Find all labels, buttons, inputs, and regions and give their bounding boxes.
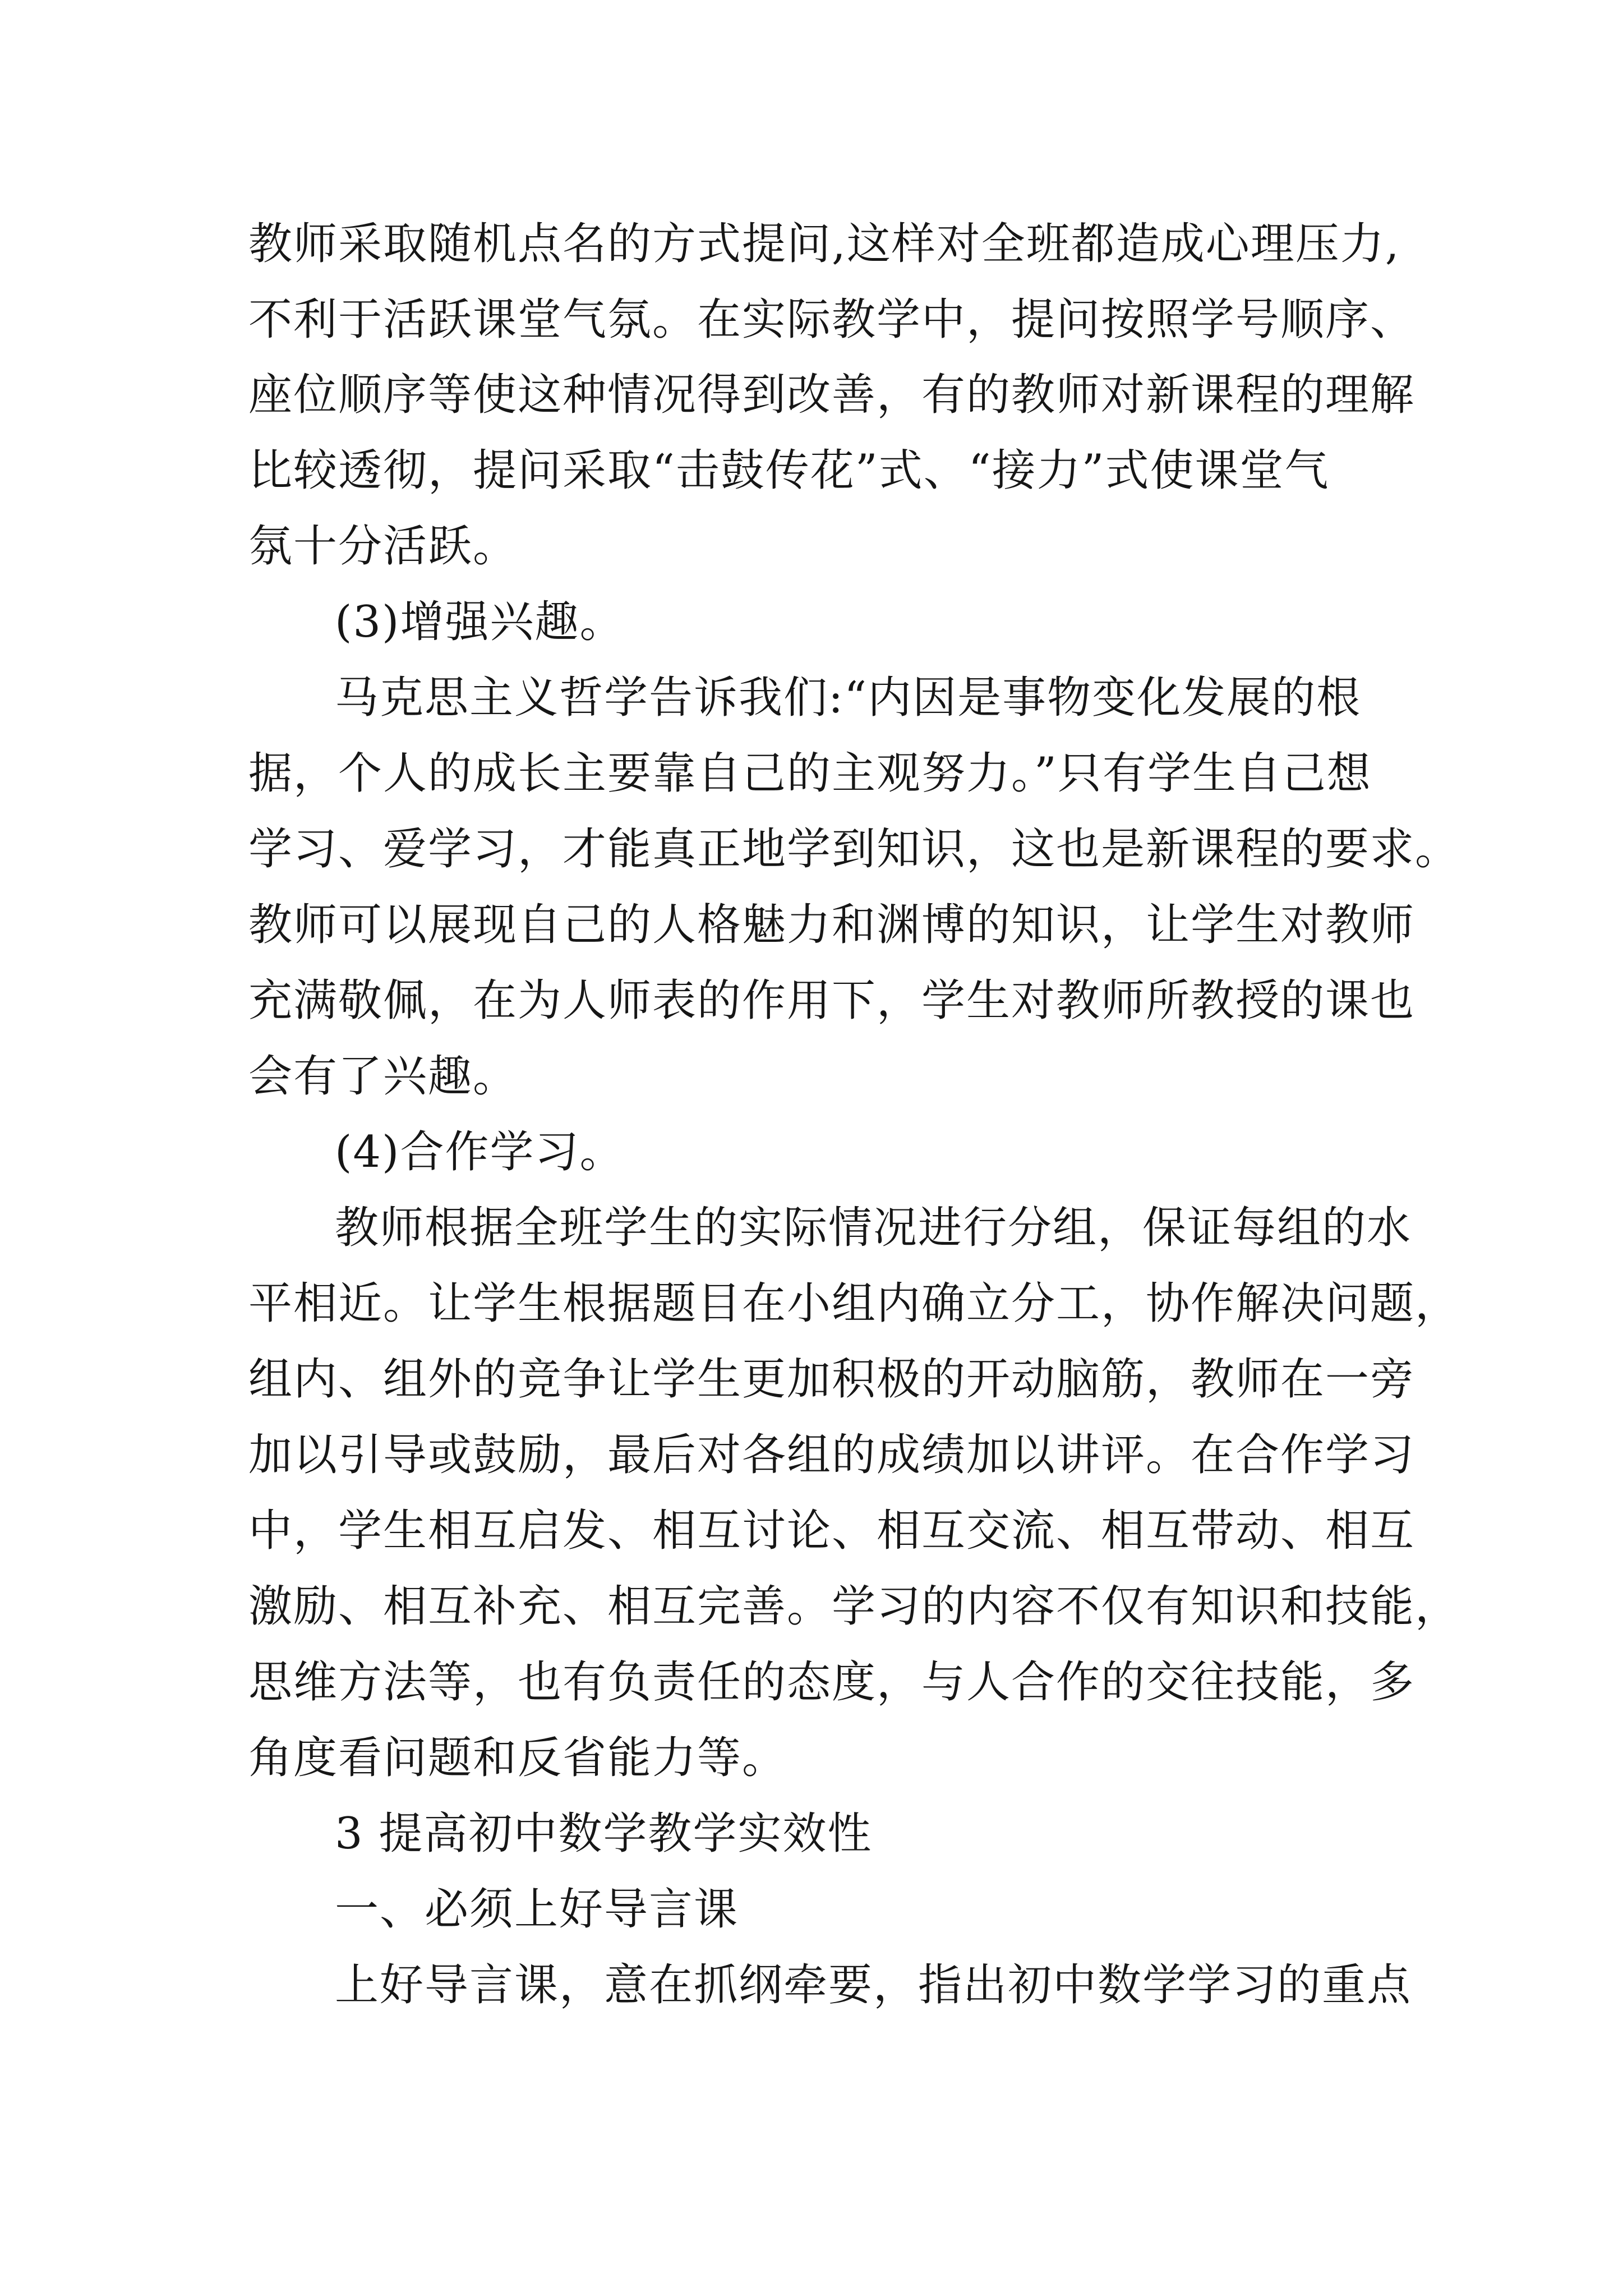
section-heading-3: (3)增强兴趣。 (335, 597, 625, 647)
text-line-20: 思维方法等，也有负责任的态度，与人合作的交往技能，多 (248, 1657, 1415, 1708)
text-line-17: 加以引导或鼓励，最后对各组的成绩加以讲评。在合作学习 (248, 1430, 1415, 1480)
section-heading-main: 3 提高初中数学教学实效性 (335, 1809, 873, 1859)
text-line-8: 据，个人的成长主要靠自己的主观努力。”只有学生自己想 (248, 748, 1372, 799)
text-line-18: 中，学生相互启发、相互讨论、相互交流、相互带动、相互 (248, 1506, 1415, 1556)
text-line-7: 马克思主义哲学告诉我们:“内因是事物变化发展的根 (335, 673, 1362, 723)
text-line-3: 座位顺序等使这种情况得到改善，有的教师对新课程的理解 (248, 370, 1415, 420)
text-line-1: 教师采取随机点名的方式提问,这样对全班都造成心理压力, (248, 219, 1400, 269)
text-line-21: 角度看问题和反省能力等。 (248, 1733, 787, 1783)
text-line-15: 平相近。让学生根据题目在小组内确立分工，协作解决问题， (248, 1278, 1460, 1329)
text-line-10: 教师可以展现自己的人格魅力和渊博的知识，让学生对教师 (248, 900, 1415, 950)
text-line-5: 氛十分活跃。 (248, 521, 518, 572)
text-line-24: 上好导言课，意在抓纲牵要，指出初中数学学习的重点 (335, 1960, 1412, 2010)
text-line-14: 教师根据全班学生的实际情况进行分组，保证每组的水 (335, 1203, 1412, 1253)
text-line-2: 不利于活跃课堂气氛。在实际教学中，提问按照学号顺序、 (248, 295, 1415, 345)
text-line-12: 会有了兴趣。 (248, 1051, 518, 1102)
subsection-heading: 一、必须上好导言课 (335, 1884, 739, 1935)
text-line-19: 激励、相互补充、相互完善。学习的内容不仅有知识和技能， (248, 1581, 1460, 1632)
section-heading-4: (4)合作学习。 (335, 1127, 625, 1177)
text-line-16: 组内、组外的竞争让学生更加积极的开动脑筋，教师在一旁 (248, 1354, 1415, 1405)
text-line-9: 学习、爱学习，才能真正地学到知识，这也是新课程的要求。 (248, 824, 1460, 875)
text-line-11: 充满敬佩，在为人师表的作用下，学生对教师所教授的课也 (248, 976, 1415, 1026)
text-line-4: 比较透彻，提问采取“击鼓传花”式、“接力”式使课堂气 (248, 445, 1330, 496)
